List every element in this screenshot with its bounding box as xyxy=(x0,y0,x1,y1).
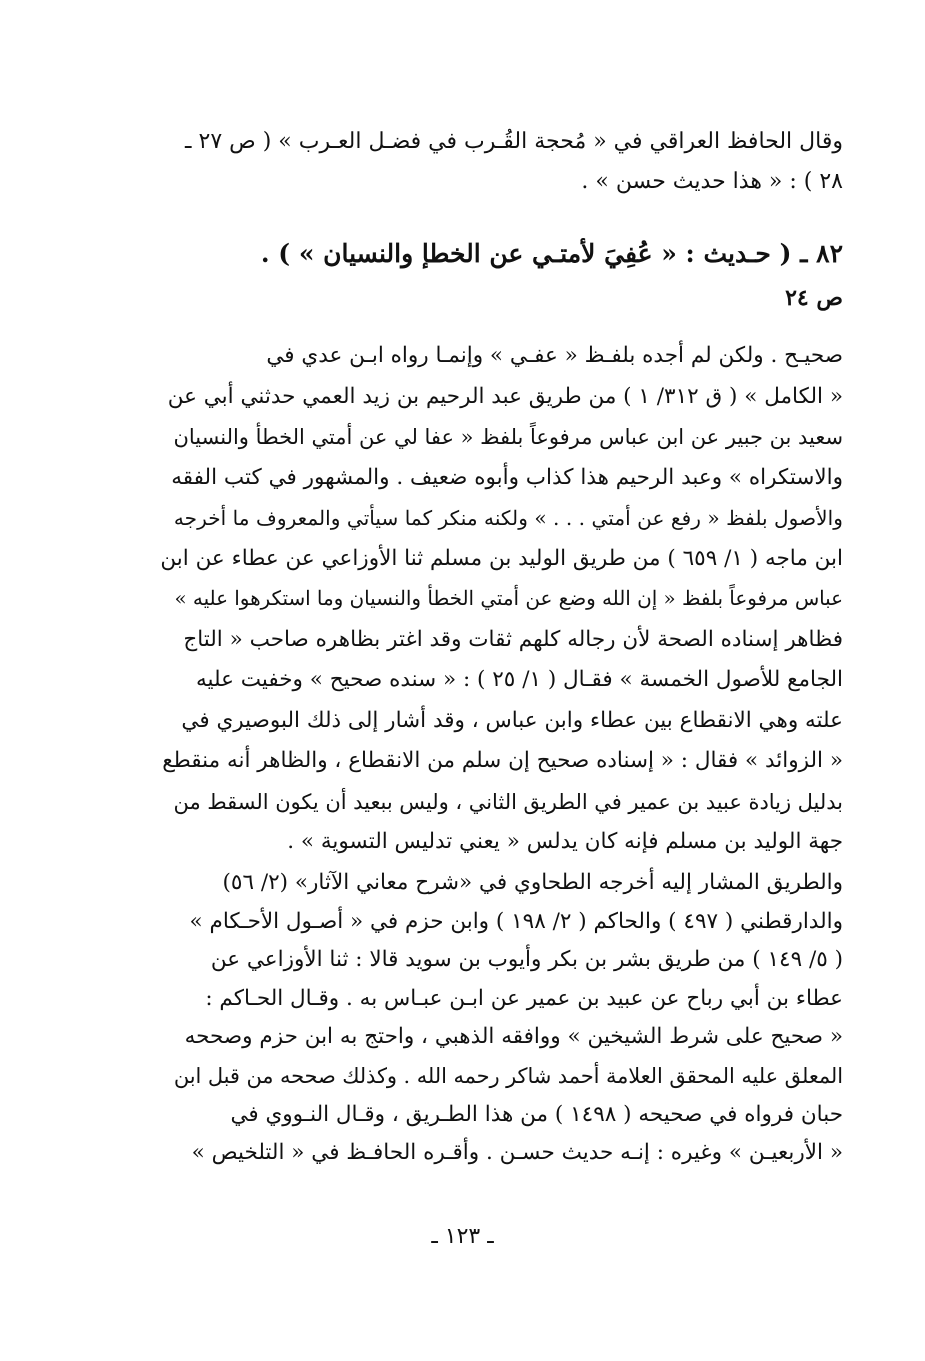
text-line: والأصول بلفظ « رفع عن أمتي . . . » ولكنه منكر كما سيأتي والمعروف ما أخرجه xyxy=(173,506,843,530)
text-line: والاستكراه » وعبد الرحيم هذا كذاب وأبوه ضعيف . والمشهور في كتب الفقه xyxy=(171,464,843,490)
text-line: حبان فرواه في صحيحه ( ١٤٩٨ ) من هذا الطـريق ، وقـال النـووي في xyxy=(230,1101,843,1127)
commentary-paragraph-1 xyxy=(160,336,843,863)
hadith-heading xyxy=(165,232,843,320)
text-line: « صحيح على شرط الشيخين » ووافقه الذهبي ، واحتج به ابن حزم وصححه xyxy=(184,1024,843,1050)
text-line: ( ٥/ ١٤٩ ) من طريق بشر بن بكر وأيوب بن سويد قالا : ثنا الأوزاعي عن xyxy=(210,947,843,973)
text-line: ٢٨ ) : « هذا حديث حسن » . xyxy=(581,169,843,194)
text-line: الجامع للأصول الخمسة » فقـال ( ١/ ٢٥ ) : « سنده صحيح » وخفيت عليه xyxy=(195,667,843,692)
commentary-paragraph-2 xyxy=(160,864,843,1173)
text-line: المعلق عليه المحقق العلامة أحمد شاكر رحمه الله . وكذلك صححه من قبل ابن xyxy=(173,1063,843,1088)
text-line: والدارقطني ( ٤٩٧ ) والحاكم ( ٢/ ١٩٨ ) وابن حزم في « أصـول الأحـكام » xyxy=(189,908,843,934)
intro-paragraph xyxy=(170,122,843,202)
text-line: ابن ماجه ( ١/ ٦٥٩ ) من طريق الوليد بن مسلم ثنا الأوزاعي عن عطاء عن ابن xyxy=(160,545,843,571)
page-number: ـ ١٢٣ ـ xyxy=(431,1224,494,1249)
text-line: عباس مرفوعاً بلفظ « إن الله وضع عن أمتي الخطأ والنسيان وما استكرهوا عليه » xyxy=(174,587,843,610)
text-line: بدليل زيادة عبيد بن عمير في الطريق الثاني ، وليس ببعيد أن يكون السقط من xyxy=(173,789,843,814)
text-line: وقال الحافظ العراقي في « مُحجة القُـرب في فضـل العـرب » ( ص ٢٧ ـ xyxy=(185,129,843,154)
text-line: صحيـح . ولكن لم أجده بلفـظ « عفـي » وإنمـا رواه ابـن عدي في xyxy=(266,343,843,368)
page-reference: ص ٢٤ xyxy=(785,285,843,311)
text-line: عطاء بن أبي رباح عن عبيد بن عمير عن ابـن عبـاس به . وقـال الحـاكم : xyxy=(205,985,843,1011)
text-line: جهة الوليد بن مسلم فإنه كان يدلس « يعني تدليس التسوية » . xyxy=(287,829,843,854)
hadith-title: ٨٢ ـ ( حـديث : « عُفِيَ لأمتـي عن الخطإ والنسيان » ) . xyxy=(260,239,843,268)
text-line: والطريق المشار إليه أخرجه الطحاوي في «شرح معاني الآثار» (٢/ ٥٦) xyxy=(222,870,843,895)
text-line: علته وهي الانقطاع بين عطاء وابن عباس ، وقد أشار إلى ذلك البوصيري في xyxy=(181,707,843,733)
text-line: « الأربعيـن » وغيره : إنـه حديث حسـن . وأقـره الحافـظ في « التلخيص » xyxy=(191,1140,843,1166)
text-line: « الكامل » ( ق ٣١٢/ ١ ) من طريق عبد الرحيم بن زيد العمي حدثني أبي عن xyxy=(167,383,843,409)
text-line: فظاهر إسناده الصحة لأن رجاله كلهم ثقات وقد اغتر بظاهره صاحب « التاج xyxy=(183,626,843,652)
text-line: سعيد بن جبير عن ابن عباس مرفوعاً بلفظ « عفا لي عن أمتي الخطأ والنسيان xyxy=(173,425,843,449)
text-line: « الزوائد » فقال : « إسناده صحيح إن سلم من الانقطاع ، والظاهر أنه منقطع xyxy=(162,748,843,773)
